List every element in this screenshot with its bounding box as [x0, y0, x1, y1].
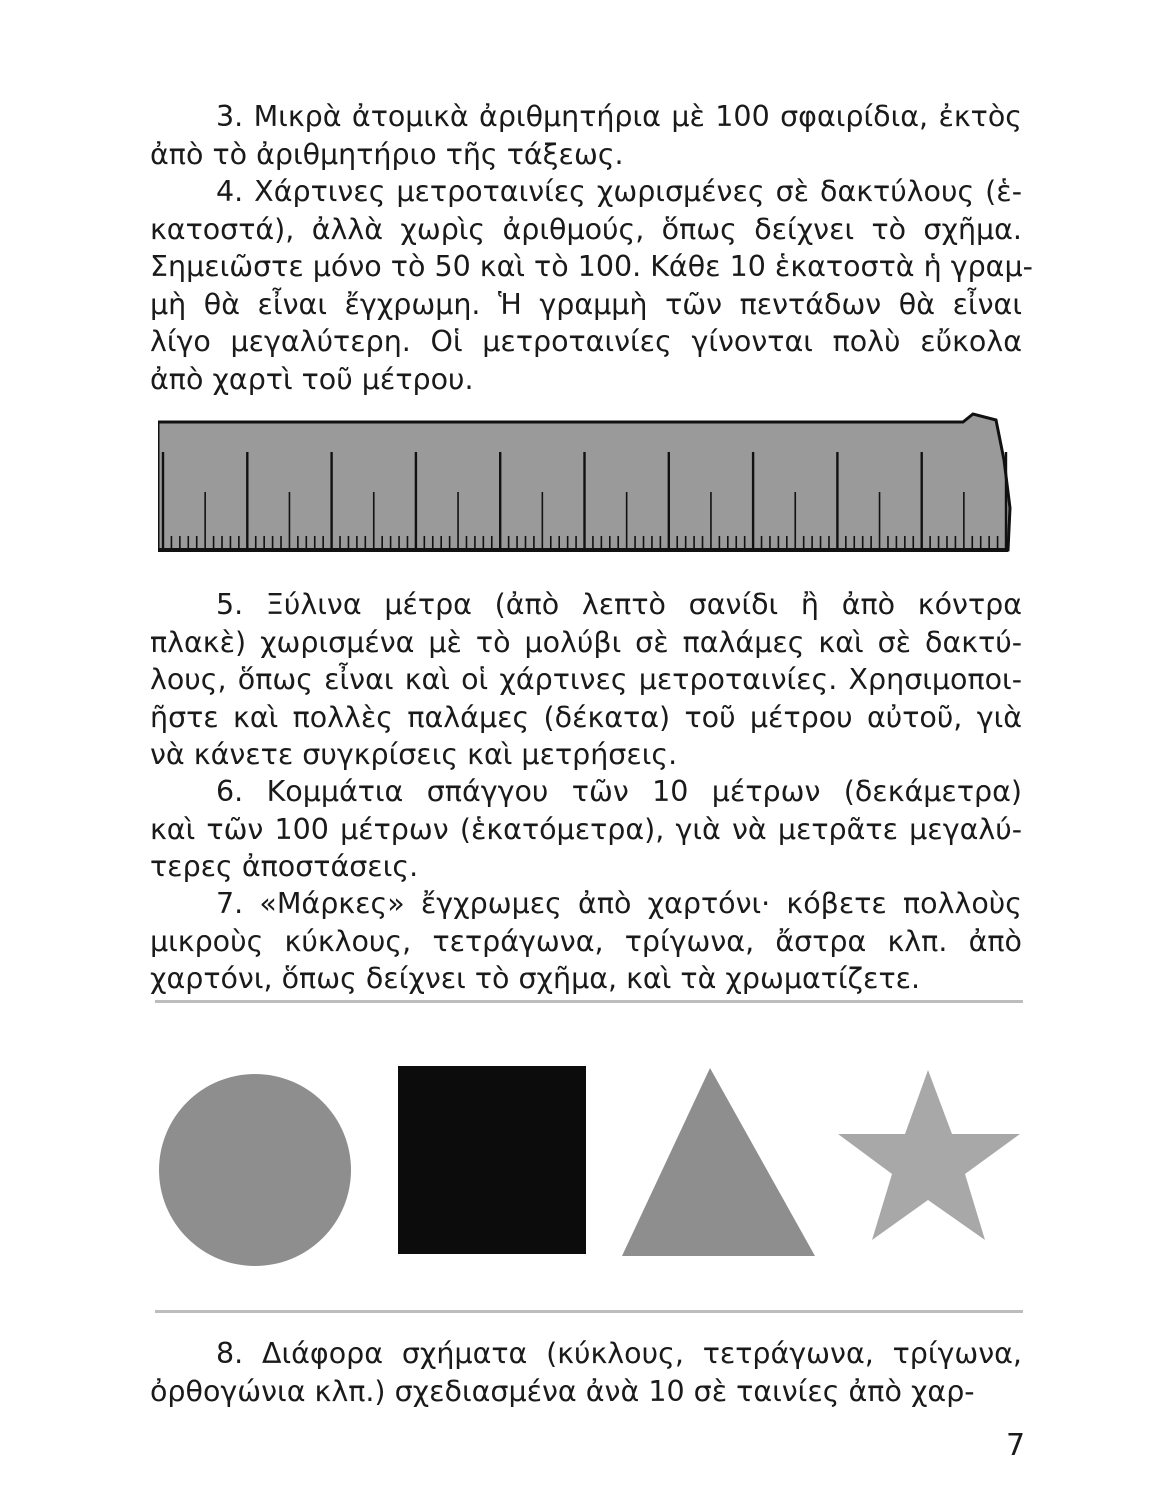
paragraph-line: 3. Μικρὰ ἀτομικὰ ἀριθμητήρια μὲ 100 σφαιρίδια, ἐκτὸς	[216, 100, 1022, 133]
paragraph-line: μὴ θὰ εἶναι ἔγχρωμη. Ἡ γραμμὴ τῶν πεντάδων θὰ εἶναι	[150, 287, 1022, 321]
square-token	[398, 1066, 586, 1254]
item-3-paragraph	[150, 98, 1022, 173]
star-token	[838, 1070, 1020, 1240]
paragraph-line: ἀπὸ χαρτὶ τοῦ μέτρου.	[150, 362, 474, 396]
paper-ruler-figure	[158, 412, 1024, 560]
paragraph-line: καὶ τῶν 100 μέτρων (ἑκατόμετρα), γιὰ νὰ μετρᾶτε μεγαλύ-	[150, 812, 1022, 846]
paragraph-line: ῆστε καὶ πολλὲς παλάμες (δέκατα) τοῦ μέτρου αὐτοῦ, γιὰ	[150, 700, 1022, 734]
page-number: 7	[1006, 1428, 1026, 1463]
paragraph-line: κατοστά), ἀλλὰ χωρὶς ἀριθμούς, ὅπως δείχνει τὸ σχῆμα.	[150, 212, 1022, 246]
paragraph-line: 4. Χάρτινες μετροταινίες χωρισμένες σὲ δακτύλους (ἑ-	[216, 175, 1022, 208]
figure-divider-top	[155, 1000, 1023, 1003]
item-4-paragraph	[150, 173, 1033, 398]
triangle-token	[622, 1068, 815, 1256]
paragraph-line: λους, ὅπως εἶναι καὶ οἱ χάρτινες μετροταινίες. Χρησιμοποι-	[150, 663, 1022, 696]
paragraph-line: νὰ κάνετε συγκρίσεις καὶ μετρήσεις.	[150, 738, 678, 771]
paragraph-line: Σημειῶστε μόνο τὸ 50 καὶ τὸ 100. Κάθε 10 ἑκατοστὰ ἡ γραμ-	[150, 250, 1033, 283]
paragraph-line: μικροὺς κύκλους, τετράγωνα, τρίγωνα, ἄστρα κλπ. ἀπὸ	[150, 924, 1022, 958]
paragraph-line: πλακὲ) χωρισμένα μὲ τὸ μολύβι σὲ παλάμες καὶ σὲ δακτύ-	[150, 625, 1022, 659]
paragraph-line: χαρτόνι, ὅπως δείχνει τὸ σχῆμα, καὶ τὰ χρωματίζετε.	[150, 962, 921, 995]
item-7-paragraph	[150, 885, 1022, 998]
circle-token	[159, 1074, 351, 1266]
paragraph-line: τερες ἀποστάσεις.	[150, 850, 419, 883]
figure-divider-bottom	[155, 1310, 1023, 1313]
paragraph-line: 8. Διάφορα σχήματα (κύκλους, τετράγωνα, τρίγωνα,	[216, 1337, 1022, 1370]
item-5-paragraph	[150, 586, 1022, 774]
paragraph-line: 6. Κομμάτια σπάγγου τῶν 10 μέτρων (δεκάμετρα)	[216, 775, 1022, 808]
cardboard-tokens-figure	[150, 1050, 1030, 1290]
item-6-paragraph	[150, 773, 1022, 886]
item-8-paragraph	[150, 1335, 1022, 1410]
paragraph-line: λίγο μεγαλύτερη. Οἱ μετροταινίες γίνονται πολὺ εὔκολα	[150, 325, 1022, 358]
paragraph-line: 7. «Μάρκες» ἔγχρωμες ἀπὸ χαρτόνι· κόβετε πολλοὺς	[216, 887, 1022, 920]
paragraph-line: ἀπὸ τὸ ἀριθμητήριο τῆς τάξεως.	[150, 137, 624, 171]
paragraph-line: ὀρθογώνια κλπ.) σχεδιασμένα ἀνὰ 10 σὲ ταινίες ἀπὸ χαρ-	[150, 1374, 975, 1408]
paragraph-line: 5. Ξύλινα μέτρα (ἀπὸ λεπτὸ σανίδι ἢ ἀπὸ κόντρα	[216, 588, 1022, 621]
